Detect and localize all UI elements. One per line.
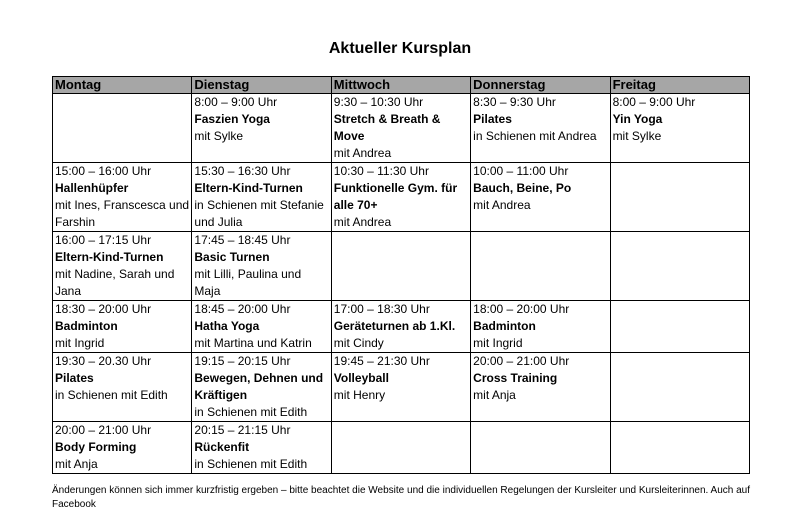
course-cell [192, 422, 331, 474]
course-cell [53, 422, 192, 474]
course-time: 10:30 – 11:30 Uhr [333, 164, 429, 178]
course-instructor: in Schienen mit Andrea [473, 129, 597, 143]
course-time: 9:30 – 10:30 Uhr [333, 95, 424, 109]
course-cell [331, 353, 470, 422]
course-instructor: mit Ingrid [55, 336, 105, 350]
course-name: Badminton [55, 319, 118, 333]
course-time: 19:15 – 20:15 Uhr [194, 354, 291, 368]
course-time: 17:00 – 18:30 Uhr [333, 302, 430, 316]
course-instructor: mit Ingrid [473, 336, 523, 350]
schedule-table [52, 76, 750, 474]
course-instructor: mit Martina und Katrin [194, 336, 312, 350]
table-cell [610, 163, 749, 232]
table-cell [471, 232, 610, 301]
course-cell [471, 353, 610, 422]
course-cell [331, 163, 470, 232]
course-name: Pilates [55, 371, 94, 385]
course-time: 20:00 – 21:00 Uhr [473, 354, 570, 368]
course-cell [331, 301, 470, 353]
course-name: Body Forming [55, 440, 137, 454]
course-instructor: mit Sylke [194, 129, 244, 143]
course-time: 20:15 – 21:15 Uhr [194, 423, 291, 437]
course-instructor: in Schienen mit Stefanie und Julia [194, 198, 324, 229]
course-name: Hatha Yoga [194, 319, 260, 333]
course-name: Eltern-Kind-Turnen [194, 181, 303, 195]
table-cell [610, 422, 749, 474]
table-cell [610, 353, 749, 422]
course-instructor: in Schienen mit Edith [194, 405, 308, 419]
table-row [53, 301, 750, 353]
table-cell [471, 422, 610, 474]
header-row [53, 77, 750, 94]
table-cell [331, 422, 470, 474]
course-name: Eltern-Kind-Turnen [55, 250, 164, 264]
course-name: Basic Turnen [194, 250, 270, 264]
footer-note: Änderungen können sich immer kurzfristig ergeben – bitte beachtet die Website und die individuellen Regelungen der Kursleiter und Kursleiterinnen. Auch auf Facebook [52, 485, 751, 510]
course-time: 10:00 – 11:00 Uhr [473, 164, 569, 178]
day-header-dienstag: Dienstag [192, 77, 331, 94]
course-instructor: mit Lilli, Paulina und Maja [194, 267, 302, 298]
course-time: 16:00 – 17:15 Uhr [55, 233, 152, 247]
course-instructor: mit Andrea [333, 146, 392, 160]
course-time: 18:45 – 20:00 Uhr [194, 302, 291, 316]
course-name: Bewegen, Dehnen und Kräftigen [194, 371, 324, 402]
course-instructor: mit Nadine, Sarah und Jana [55, 267, 175, 298]
course-name: Hallenhüpfer [55, 181, 129, 195]
course-instructor: mit Andrea [333, 215, 392, 229]
day-header-donnerstag: Donnerstag [471, 77, 610, 94]
course-time: 18:30 – 20:00 Uhr [55, 302, 152, 316]
table-row [53, 163, 750, 232]
course-name: Geräteturnen ab 1.Kl. [333, 319, 456, 333]
course-name: Funktionelle Gym. für alle 70+ [333, 181, 458, 212]
course-time: 15:30 – 16:30 Uhr [194, 164, 291, 178]
course-cell [53, 301, 192, 353]
course-instructor: mit Anja [55, 457, 98, 471]
course-time: 19:30 – 20.30 Uhr [55, 354, 152, 368]
course-cell [610, 94, 749, 163]
course-cell [192, 163, 331, 232]
course-cell [192, 301, 331, 353]
course-cell [53, 232, 192, 301]
course-time: 8:30 – 9:30 Uhr [473, 95, 556, 109]
course-instructor: mit Sylke [612, 129, 662, 143]
course-instructor: mit Cindy [333, 336, 384, 350]
day-header-freitag: Freitag [610, 77, 749, 94]
course-cell [53, 353, 192, 422]
course-instructor: mit Ines, Franscesca und Farshin [55, 198, 190, 229]
course-name: Cross Training [473, 371, 558, 385]
course-cell [471, 301, 610, 353]
table-row [53, 353, 750, 422]
course-time: 19:45 – 21:30 Uhr [333, 354, 430, 368]
table-cell [53, 94, 192, 163]
day-header-mittwoch: Mittwoch [331, 77, 470, 94]
course-instructor: in Schienen mit Edith [55, 388, 168, 402]
table-cell [610, 301, 749, 353]
course-time: 18:00 – 20:00 Uhr [473, 302, 570, 316]
course-name: Yin Yoga [612, 112, 663, 126]
course-instructor: mit Henry [333, 388, 386, 402]
day-header-montag: Montag [53, 77, 192, 94]
course-cell [192, 94, 331, 163]
course-cell [192, 232, 331, 301]
course-name: Badminton [473, 319, 536, 333]
course-instructor: in Schienen mit Edith [194, 457, 308, 471]
table-cell [610, 232, 749, 301]
course-name: Bauch, Beine, Po [473, 181, 572, 195]
course-time: 15:00 – 16:00 Uhr [55, 164, 152, 178]
page-title: Aktueller Kursplan [328, 40, 472, 57]
table-row [53, 94, 750, 163]
course-cell [53, 163, 192, 232]
course-cell [471, 94, 610, 163]
course-cell [471, 163, 610, 232]
course-name: Faszien Yoga [194, 112, 270, 126]
course-cell [331, 94, 470, 163]
course-name: Volleyball [333, 371, 389, 385]
table-row [53, 232, 750, 301]
table-row [53, 422, 750, 474]
course-time: 8:00 – 9:00 Uhr [612, 95, 696, 109]
course-name: Pilates [473, 112, 512, 126]
course-name: Stretch & Breath & Move [333, 112, 441, 143]
course-instructor: mit Anja [473, 388, 516, 402]
course-time: 20:00 – 21:00 Uhr [55, 423, 152, 437]
course-time: 8:00 – 9:00 Uhr [194, 95, 278, 109]
course-instructor: mit Andrea [473, 198, 531, 212]
course-name: Rückenfit [194, 440, 250, 454]
table-cell [331, 232, 470, 301]
course-cell [192, 353, 331, 422]
course-time: 17:45 – 18:45 Uhr [194, 233, 291, 247]
